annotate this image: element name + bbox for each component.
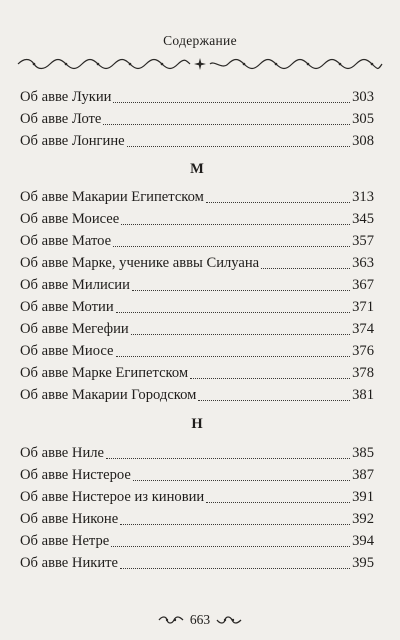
page-number: 381: [352, 387, 374, 403]
toc-entry[interactable]: Об авве Миосе 376: [20, 340, 374, 362]
dot-leader: [103, 123, 350, 125]
dot-leader: [190, 377, 350, 379]
dot-leader: [133, 479, 350, 481]
page-number: 374: [352, 321, 374, 337]
page-number: 385: [352, 445, 374, 461]
page-number: 313: [352, 189, 374, 205]
dot-leader: [127, 145, 350, 147]
page-number: 392: [352, 511, 374, 527]
dot-leader: [113, 245, 350, 247]
toc-entry[interactable]: Об авве Макарии Египетском 313: [20, 186, 374, 208]
dot-leader: [261, 267, 350, 269]
dot-leader: [111, 545, 350, 547]
page-number: 305: [352, 111, 374, 127]
toc-entry[interactable]: Об авве Моисее 345: [20, 208, 374, 230]
dot-leader: [120, 567, 350, 569]
toc-entry[interactable]: Об авве Нистерое из киновии 391: [20, 486, 374, 508]
page-number: 387: [352, 467, 374, 483]
footer-page-number: 663: [189, 612, 211, 627]
page-number: 308: [352, 133, 374, 149]
dot-leader: [132, 289, 350, 291]
dot-leader: [206, 201, 350, 203]
dot-leader: [198, 399, 350, 401]
toc-entry[interactable]: Об авве Ниле 385: [20, 442, 374, 464]
toc-entry[interactable]: Об авве Мотии 371: [20, 296, 374, 318]
section-letter-heading: Н: [191, 416, 203, 432]
dot-leader: [113, 101, 350, 103]
page-number: 357: [352, 233, 374, 249]
toc-entry[interactable]: Об авве Марке, ученике аввы Силуана 363: [20, 252, 374, 274]
toc-entry[interactable]: Об авве Марке Египетском 378: [20, 362, 374, 384]
toc-entry[interactable]: Об авве Макарии Городском 381: [20, 384, 374, 406]
toc-entry[interactable]: Об авве Лукии 303: [20, 86, 374, 108]
toc-entry[interactable]: Об авве Лоте 305: [20, 108, 374, 130]
toc-entry[interactable]: Об авве Нистерое 387: [20, 464, 374, 486]
decorative-border-ornament: [16, 57, 384, 71]
page-number: 378: [352, 365, 374, 381]
toc-entry[interactable]: Об авве Милисии 367: [20, 274, 374, 296]
toc-entry[interactable]: Об авве Никите 395: [20, 552, 374, 574]
page-number: 303: [352, 89, 374, 105]
section-letter-heading: М: [190, 161, 204, 177]
page-number: 394: [352, 533, 374, 549]
page-number: 367: [352, 277, 374, 293]
page-number: 376: [352, 343, 374, 359]
page-number: 345: [352, 211, 374, 227]
toc-entry[interactable]: Об авве Мегефии 374: [20, 318, 374, 340]
dot-leader: [116, 355, 351, 357]
dot-leader: [121, 223, 350, 225]
page-number: 391: [352, 489, 374, 505]
page-number: 363: [352, 255, 374, 271]
toc-entry[interactable]: Об авве Никоне 392: [20, 508, 374, 530]
dot-leader: [116, 311, 350, 313]
dot-leader: [106, 457, 350, 459]
left-flourish-icon: [158, 615, 184, 625]
toc-entry[interactable]: Об авве Лонгине 308: [20, 130, 374, 152]
running-header: Содержание: [163, 33, 237, 48]
page-footer: [0, 612, 400, 628]
toc-entry[interactable]: Об авве Матое 357: [20, 230, 374, 252]
dot-leader: [206, 501, 350, 503]
toc-entry[interactable]: Об авве Нетре 394: [20, 530, 374, 552]
dot-leader: [131, 333, 350, 335]
page-number: 395: [352, 555, 374, 571]
page-number: 371: [352, 299, 374, 315]
dot-leader: [120, 523, 350, 525]
right-flourish-icon: [216, 615, 242, 625]
